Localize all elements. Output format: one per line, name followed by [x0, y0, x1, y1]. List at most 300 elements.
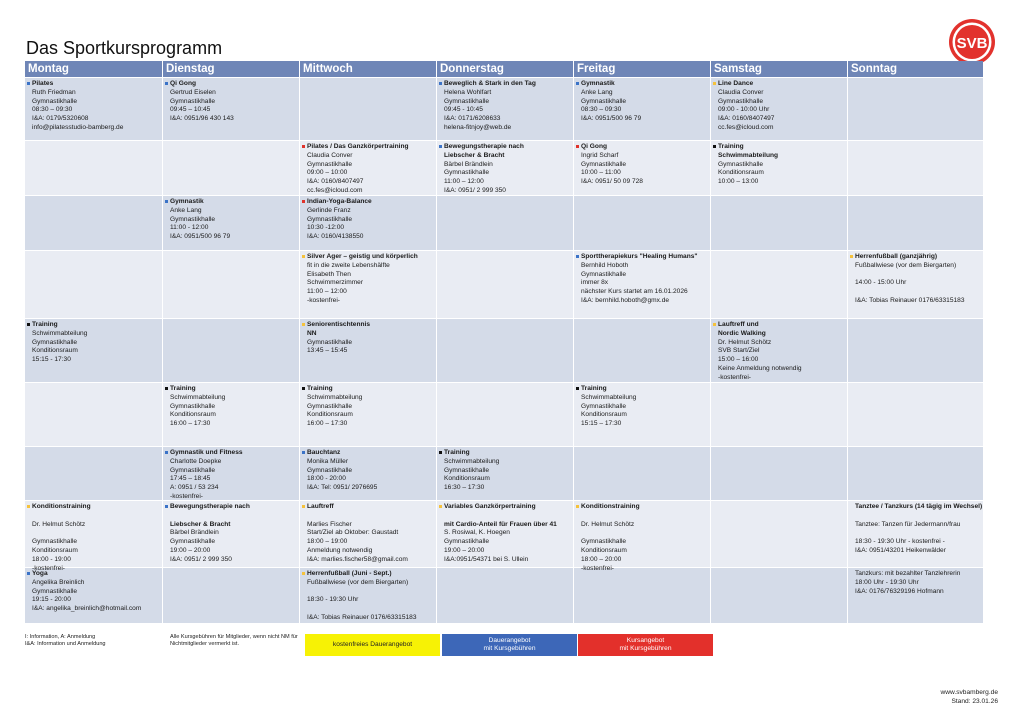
- course-detail: Gymnastikhalle: [170, 466, 216, 474]
- schedule-cell: [163, 383, 299, 446]
- course-detail: Gymnastikhalle: [718, 160, 764, 168]
- course-title: Herrenfußball (Juni - Sept.): [307, 570, 392, 577]
- course-detail: Anmeldung notwendig: [307, 546, 373, 554]
- course-detail: Schwimmabteilung: [581, 393, 637, 401]
- course-title: Tanztee / Tanzkurs (14 tägig im Wechsel): [855, 503, 983, 510]
- course-entry: [444, 143, 570, 196]
- course-title: Training: [307, 385, 333, 392]
- schedule-cell: [25, 447, 162, 500]
- course-title: Qi Gong: [581, 143, 608, 150]
- red-category-marker-icon: [302, 145, 305, 148]
- course-detail: [855, 512, 980, 521]
- course-detail: Schwimmabteilung: [170, 393, 226, 401]
- legend-abbrev-line: I: Information, A: Anmeldung: [25, 634, 96, 640]
- course-detail: Konditionsraum: [444, 475, 490, 483]
- course-detail: Gymnastikhalle: [32, 538, 78, 546]
- course-detail: Gymnastikhalle: [307, 338, 353, 346]
- course-detail: I&A: 0951/ 2 999 350: [170, 555, 232, 563]
- schedule-cell: [300, 141, 436, 195]
- course-detail: A: 0951 / 53 234: [170, 484, 219, 492]
- course-detail: mit Cardio-Anteil für Frauen über 41: [444, 520, 557, 528]
- legend-permanent-label: Dauerangebot: [488, 637, 531, 644]
- schedule-cell: [437, 78, 573, 140]
- schedule-cell: [574, 383, 710, 446]
- schedule-cell: [25, 196, 162, 250]
- course-detail: -kostenfrei-: [718, 373, 751, 381]
- course-detail: -kostenfrei-: [32, 564, 65, 572]
- course-detail: [32, 512, 159, 521]
- yellow-category-marker-icon: [850, 255, 853, 258]
- course-detail: 11:00 – 12:00: [307, 288, 347, 296]
- schedule-cell: [437, 383, 573, 446]
- schedule-cell: [574, 319, 710, 382]
- schedule-cell: [848, 319, 983, 382]
- black-category-marker-icon: [165, 387, 168, 390]
- course-detail: 09:00 - 10:00 Uhr: [718, 106, 770, 114]
- course-title: Sporttherapiekurs "Healing Humans": [581, 253, 698, 260]
- schedule-cell: [574, 78, 710, 140]
- schedule-cell: [437, 251, 573, 318]
- course-title: Variables Ganzkörpertraining: [444, 503, 536, 510]
- course-detail: [581, 512, 707, 521]
- course-detail: 10:00 – 11:00: [581, 169, 621, 177]
- course-detail: Liebscher & Bracht: [444, 151, 505, 159]
- course-detail: 16:00 – 17:30: [170, 420, 211, 428]
- course-title: Bewegungstherapie nach: [170, 503, 250, 510]
- course-title: Lauftreff und: [718, 321, 759, 328]
- schedule-cell: [711, 383, 847, 446]
- course-detail: 11:00 - 12:00: [170, 224, 209, 232]
- course-detail: Elisabeth Then: [307, 270, 351, 278]
- course-detail: Fußballwiese (vor dem Biergarten): [307, 578, 409, 586]
- course-detail: 11:00 – 12:00: [444, 178, 484, 186]
- course-detail: I&A: Tel: 0951/ 2976695: [307, 484, 378, 492]
- course-detail: Gymnastikhalle: [170, 402, 216, 410]
- schedule-table: [25, 61, 987, 623]
- black-category-marker-icon: [439, 451, 442, 454]
- course-entry: [855, 253, 980, 306]
- course-detail: 16:00 – 17:30: [307, 420, 348, 428]
- day-header-mittwoch: Mittwoch: [300, 61, 436, 77]
- course-title: Beweglich & Stark in den Tag: [444, 80, 536, 87]
- course-detail: Gymnastikhalle: [32, 338, 78, 346]
- course-detail: Gymnastikhalle: [581, 402, 627, 410]
- course-title: Line Dance: [718, 80, 754, 87]
- day-header-samstag: Samstag: [711, 61, 847, 77]
- course-detail: 16:30 – 17:30: [444, 484, 485, 492]
- course-entry: [581, 143, 707, 187]
- course-title: Bewegungstherapie nach: [444, 143, 524, 150]
- course-detail: -kostenfrei-: [581, 564, 614, 572]
- course-detail: 08:30 – 09:30: [32, 106, 73, 114]
- course-detail: Bernhild Hoboth: [581, 261, 629, 269]
- course-detail: Dr. Helmut Schötz: [32, 520, 86, 528]
- schedule-cell: [711, 501, 847, 567]
- course-title: Indian-Yoga-Balance: [307, 198, 372, 205]
- schedule-cell: [711, 251, 847, 318]
- day-header-row: [25, 61, 987, 77]
- course-title: Training: [444, 449, 470, 456]
- course-detail: 19:00 – 20:00: [170, 546, 211, 554]
- schedule-cell: [25, 78, 162, 140]
- table-row: [25, 141, 987, 195]
- course-detail: Gymnastikhalle: [307, 466, 353, 474]
- course-detail: I&A: Tobias Reinauer 0176/63315183: [307, 613, 417, 621]
- course-detail: S. Rosiwal, K. Hoegen: [444, 529, 510, 537]
- table-row: [25, 251, 987, 318]
- course-title: Training: [718, 143, 744, 150]
- course-entry: [307, 321, 433, 356]
- footer: [940, 688, 998, 706]
- course-detail: Konditionsraum: [32, 546, 78, 554]
- course-entry: [307, 503, 433, 565]
- course-entry: [307, 449, 433, 493]
- blue-category-marker-icon: [165, 451, 168, 454]
- course-detail: Schwimmabteilung: [444, 457, 500, 465]
- course-detail: Gymnastikhalle: [444, 538, 490, 546]
- course-title: Pilates: [32, 80, 54, 87]
- course-detail: Gymnastikhalle: [307, 160, 353, 168]
- course-detail: Dr. Helmut Schötz: [718, 338, 772, 346]
- course-entry: [170, 198, 296, 242]
- schedule-cell: [163, 78, 299, 140]
- course-detail: I&A: 0171/6208633: [444, 115, 501, 123]
- course-title: Herrenfußball (ganzjährig): [855, 253, 938, 260]
- course-detail: 18:00 Uhr - 19:30 Uhr: [855, 578, 919, 586]
- schedule-cell: [25, 383, 162, 446]
- course-entry: [307, 143, 433, 196]
- course-detail: Konditionsraum: [581, 546, 627, 554]
- course-detail: Tanztee: Tanzen für Jedermann/frau: [855, 520, 961, 528]
- schedule-cell: [848, 78, 983, 140]
- course-detail: Anke Lang: [581, 88, 613, 96]
- course-detail: fit in die zweite Lebenshälfte: [307, 261, 390, 269]
- schedule-cell: [848, 501, 983, 567]
- course-detail: Start/Ziel ab Oktober: Gaustadt: [307, 529, 399, 537]
- course-detail: Monika Müller: [307, 457, 349, 465]
- schedule-cell: [574, 568, 710, 623]
- course-detail: [307, 605, 433, 614]
- course-entry: [444, 80, 570, 133]
- course-detail: [855, 288, 980, 297]
- course-title: Qi Gong: [170, 80, 197, 87]
- legend-permanent-sublabel: mit Kursgebühren: [483, 645, 536, 652]
- red-category-marker-icon: [576, 145, 579, 148]
- schedule-cell: [574, 501, 710, 572]
- course-entry: [718, 321, 844, 383]
- course-detail: [855, 271, 980, 280]
- schedule-cell: [437, 319, 573, 382]
- legend-course-offer: [578, 634, 713, 656]
- course-detail: Gymnastikhalle: [581, 97, 627, 105]
- course-detail: [307, 588, 433, 597]
- course-title: Konditionstraining: [32, 503, 91, 510]
- course-detail: I&A: 0179/5320608: [32, 115, 89, 123]
- course-entry: [307, 385, 433, 429]
- blue-category-marker-icon: [576, 255, 579, 258]
- legend-free-offer: [305, 634, 440, 656]
- blue-category-marker-icon: [27, 82, 30, 85]
- course-detail: [581, 529, 707, 538]
- course-detail: 19:00 – 20:00: [444, 546, 485, 554]
- black-category-marker-icon: [302, 387, 305, 390]
- course-entry: [307, 253, 433, 306]
- course-detail: I&A: marlies.fischer58@gmail.com: [307, 555, 408, 563]
- schedule-cell: [300, 568, 436, 623]
- course-title: Bauchtanz: [307, 449, 341, 456]
- course-entry: [855, 503, 983, 556]
- course-detail: Gymnastikhalle: [307, 402, 353, 410]
- course-detail: 14:00 - 15:00 Uhr: [855, 279, 907, 287]
- schedule-cell: [163, 501, 299, 567]
- yellow-category-marker-icon: [713, 82, 716, 85]
- course-detail: 18:00 – 20:00: [581, 555, 622, 563]
- blue-category-marker-icon: [439, 145, 442, 148]
- course-entry: [32, 570, 159, 614]
- schedule-cell: [163, 568, 299, 623]
- legend-permanent-offer: [442, 634, 577, 656]
- yellow-category-marker-icon: [302, 323, 305, 326]
- legend-fee-note: Alle Kursgebühren für Mitglieder, wenn nicht NM für Nichtmitglieder vermerkt ist.: [170, 634, 298, 647]
- schedule-cell: [163, 196, 299, 250]
- course-detail: NN: [307, 329, 317, 337]
- schedule-cell: [574, 251, 710, 318]
- table-row: [25, 383, 987, 446]
- legend-abbrev-line: I&A: Information und Anmeldung: [25, 641, 106, 647]
- course-detail: 18:00 - 20:00: [307, 475, 346, 483]
- course-detail: Konditionsraum: [170, 411, 216, 419]
- blue-category-marker-icon: [302, 451, 305, 454]
- course-detail: 09:45 – 10:45: [170, 106, 211, 114]
- course-entry: [170, 385, 296, 429]
- schedule-cell: [437, 196, 573, 250]
- course-entry: [32, 321, 159, 365]
- course-detail: I&A: 0951/43201 Heikenwälder: [855, 546, 946, 554]
- black-category-marker-icon: [713, 145, 716, 148]
- schedule-cell: [163, 251, 299, 318]
- course-title: Tanzkurs: mit bezahlter Tanzlehrerin: [855, 570, 961, 577]
- yellow-category-marker-icon: [302, 572, 305, 575]
- schedule-cell: [437, 568, 573, 623]
- yellow-category-marker-icon: [713, 323, 716, 326]
- blue-category-marker-icon: [576, 82, 579, 85]
- course-detail: Ruth Friedman: [32, 88, 76, 96]
- course-detail: helena-fitnjoy@web.de: [444, 123, 512, 131]
- course-detail: Gymnastikhalle: [32, 97, 78, 105]
- course-entry: [170, 80, 296, 124]
- footer-website[interactable]: www.svbamberg.de: [940, 689, 998, 696]
- course-detail: 18:30 - 19:30 Uhr - kostenfrei -: [855, 538, 945, 546]
- course-title: Gymnastik: [581, 80, 615, 87]
- course-detail: Konditionsraum: [581, 411, 627, 419]
- course-entry: [170, 503, 296, 565]
- course-detail: Anke Lang: [170, 206, 202, 214]
- schedule-cell: [711, 78, 847, 140]
- legend-course-label: Kursangebot: [626, 637, 665, 644]
- yellow-category-marker-icon: [576, 505, 579, 508]
- course-entry: [32, 503, 159, 573]
- course-detail: immer 8x: [581, 279, 609, 287]
- course-detail: Ingrid Scharf: [581, 151, 619, 159]
- course-detail: [444, 512, 570, 521]
- course-detail: 18:30 - 19:30 Uhr: [307, 596, 359, 604]
- course-detail: 10:00 – 13:00: [718, 178, 759, 186]
- course-detail: nächster Kurs startet am 16.01.2026: [581, 288, 688, 296]
- course-title: Lauftreff: [307, 503, 334, 510]
- course-detail: info@pilatesstudio-bamberg.de: [32, 123, 124, 131]
- course-detail: 10:30 -12:00: [307, 224, 345, 232]
- course-title: Training: [581, 385, 607, 392]
- schedule-cell: [300, 78, 436, 140]
- red-category-marker-icon: [302, 200, 305, 203]
- course-detail: I&A: 0160/4138550: [307, 233, 364, 241]
- legend-abbreviations: [25, 634, 106, 648]
- course-detail: Angelika Breinlich: [32, 578, 85, 586]
- course-detail: Nordic Walking: [718, 329, 766, 337]
- course-detail: Gymnastikhalle: [444, 466, 490, 474]
- course-detail: Schwimmabteilung: [718, 151, 779, 159]
- schedule-cell: [25, 319, 162, 382]
- course-detail: I&A: 0160/8407497: [307, 178, 364, 186]
- course-detail: Gymnastikhalle: [170, 97, 216, 105]
- course-detail: [855, 529, 980, 538]
- course-detail: Gymnastikhalle: [444, 97, 490, 105]
- course-detail: Bärbel Brändlein: [444, 160, 493, 168]
- course-detail: I&A: 0951/500 96 79: [581, 115, 642, 123]
- course-entry: [170, 449, 296, 502]
- course-detail: Gymnastikhalle: [170, 538, 216, 546]
- course-title: Training: [170, 385, 196, 392]
- course-detail: I&A: 0951/ 50 09 728: [581, 178, 643, 186]
- course-detail: Gymnastikhalle: [581, 538, 627, 546]
- schedule-cell: [163, 141, 299, 195]
- logo-text: SVB: [956, 35, 988, 52]
- course-detail: 18:00 – 19:00: [307, 538, 348, 546]
- course-detail: Claudia Conver: [718, 88, 764, 96]
- schedule-cell: [848, 447, 983, 500]
- course-detail: Dr. Helmut Schötz: [581, 520, 635, 528]
- schedule-cell: [437, 447, 573, 500]
- blue-category-marker-icon: [165, 200, 168, 203]
- course-title: Konditionstraining: [581, 503, 640, 510]
- course-detail: [32, 529, 159, 538]
- schedule-cell: [300, 501, 436, 567]
- blue-category-marker-icon: [27, 572, 30, 575]
- schedule-cell: [437, 141, 573, 195]
- schedule-cell: [25, 251, 162, 318]
- course-detail: Liebscher & Bracht: [170, 520, 231, 528]
- schedule-cell: [300, 196, 436, 250]
- course-entry: [444, 503, 570, 565]
- schedule-cell: [25, 141, 162, 195]
- blue-category-marker-icon: [165, 82, 168, 85]
- schedule-cell: [711, 447, 847, 500]
- course-detail: 08:30 – 09:30: [581, 106, 622, 114]
- yellow-category-marker-icon: [27, 505, 30, 508]
- schedule-cell: [848, 568, 983, 623]
- course-detail: I&A: bernhild.hoboth@gmx.de: [581, 296, 670, 304]
- day-header-donnerstag: Donnerstag: [437, 61, 573, 77]
- course-title: Pilates / Das Ganzkörpertraining: [307, 143, 409, 150]
- course-detail: 09:00 – 10:00: [307, 169, 348, 177]
- course-detail: Gymnastikhalle: [581, 270, 627, 278]
- course-detail: 13:45 – 15:45: [307, 347, 348, 355]
- course-detail: SVB Start/Ziel: [718, 347, 760, 355]
- course-detail: Gymnastikhalle: [32, 587, 78, 595]
- page-title: Das Sportkursprogramm: [26, 38, 223, 58]
- course-detail: Gertrud Eiselen: [170, 88, 216, 96]
- schedule-cell: [300, 319, 436, 382]
- course-entry: [581, 503, 707, 573]
- course-detail: I&A: angelika_breinlich@hotmail.com: [32, 605, 142, 613]
- legend-free-label: kostenfreies Dauerangebot: [332, 641, 413, 648]
- course-detail: I&A: 0160/8407497: [718, 115, 775, 123]
- course-detail: Helena Wohlfart: [444, 88, 492, 96]
- course-detail: Gymnastikhalle: [170, 215, 216, 223]
- course-title: Seniorentischtennis: [307, 321, 371, 328]
- yellow-category-marker-icon: [439, 505, 442, 508]
- course-entry: [581, 80, 707, 124]
- schedule-cell: [848, 251, 983, 318]
- schedule-cell: [848, 383, 983, 446]
- course-entry: [718, 143, 844, 187]
- course-detail: cc.fes@icloud.com: [718, 123, 774, 131]
- course-detail: -kostenfrei-: [170, 492, 203, 500]
- course-title: Silver Ager – geistig und körperlich: [307, 253, 418, 260]
- schedule-cell: [25, 501, 162, 572]
- course-entry: [718, 80, 844, 133]
- schedule-cell: [163, 447, 299, 500]
- schedule-cell: [711, 196, 847, 250]
- course-detail: I&A: 0176/76329196 Hofmann: [855, 587, 944, 595]
- day-header-freitag: Freitag: [574, 61, 710, 77]
- schedule-cell: [300, 447, 436, 500]
- schedule-cell: [574, 447, 710, 500]
- course-detail: 17:45 – 18:45: [170, 475, 211, 483]
- table-row: [25, 78, 987, 140]
- course-detail: Marlies Fischer: [307, 520, 352, 528]
- course-entry: [581, 253, 707, 306]
- course-detail: 18:00 - 19:00: [32, 555, 71, 563]
- course-title: Yoga: [32, 570, 48, 577]
- table-row: [25, 319, 987, 382]
- yellow-category-marker-icon: [302, 255, 305, 258]
- day-header-sonntag: Sonntag: [848, 61, 983, 77]
- course-detail: -kostenfrei-: [307, 296, 340, 304]
- day-header-dienstag: Dienstag: [163, 61, 299, 77]
- svb-logo: [948, 18, 996, 66]
- course-detail: Keine Anmeldung notwendig: [718, 364, 802, 372]
- schedule-cell: [163, 319, 299, 382]
- course-detail: Fußballwiese (vor dem Biergarten): [855, 261, 957, 269]
- course-detail: I&A: 0951/500 96 79: [170, 233, 231, 241]
- day-header-montag: Montag: [25, 61, 162, 77]
- course-detail: [307, 512, 433, 521]
- course-detail: Gerlinde Franz: [307, 206, 351, 214]
- table-row: [25, 196, 987, 250]
- course-entry: [307, 570, 433, 623]
- schedule-cell: [300, 251, 436, 318]
- course-detail: 15:15 – 17:30: [581, 420, 622, 428]
- schedule-cell: [711, 141, 847, 195]
- black-category-marker-icon: [27, 323, 30, 326]
- course-detail: Schwimmabteilung: [32, 329, 88, 337]
- course-detail: I&A:0951/54371 bei S. Ullein: [444, 555, 529, 563]
- schedule-cell: [848, 141, 983, 195]
- course-detail: Konditionsraum: [718, 169, 764, 177]
- yellow-category-marker-icon: [302, 505, 305, 508]
- course-detail: Gymnastikhalle: [307, 215, 353, 223]
